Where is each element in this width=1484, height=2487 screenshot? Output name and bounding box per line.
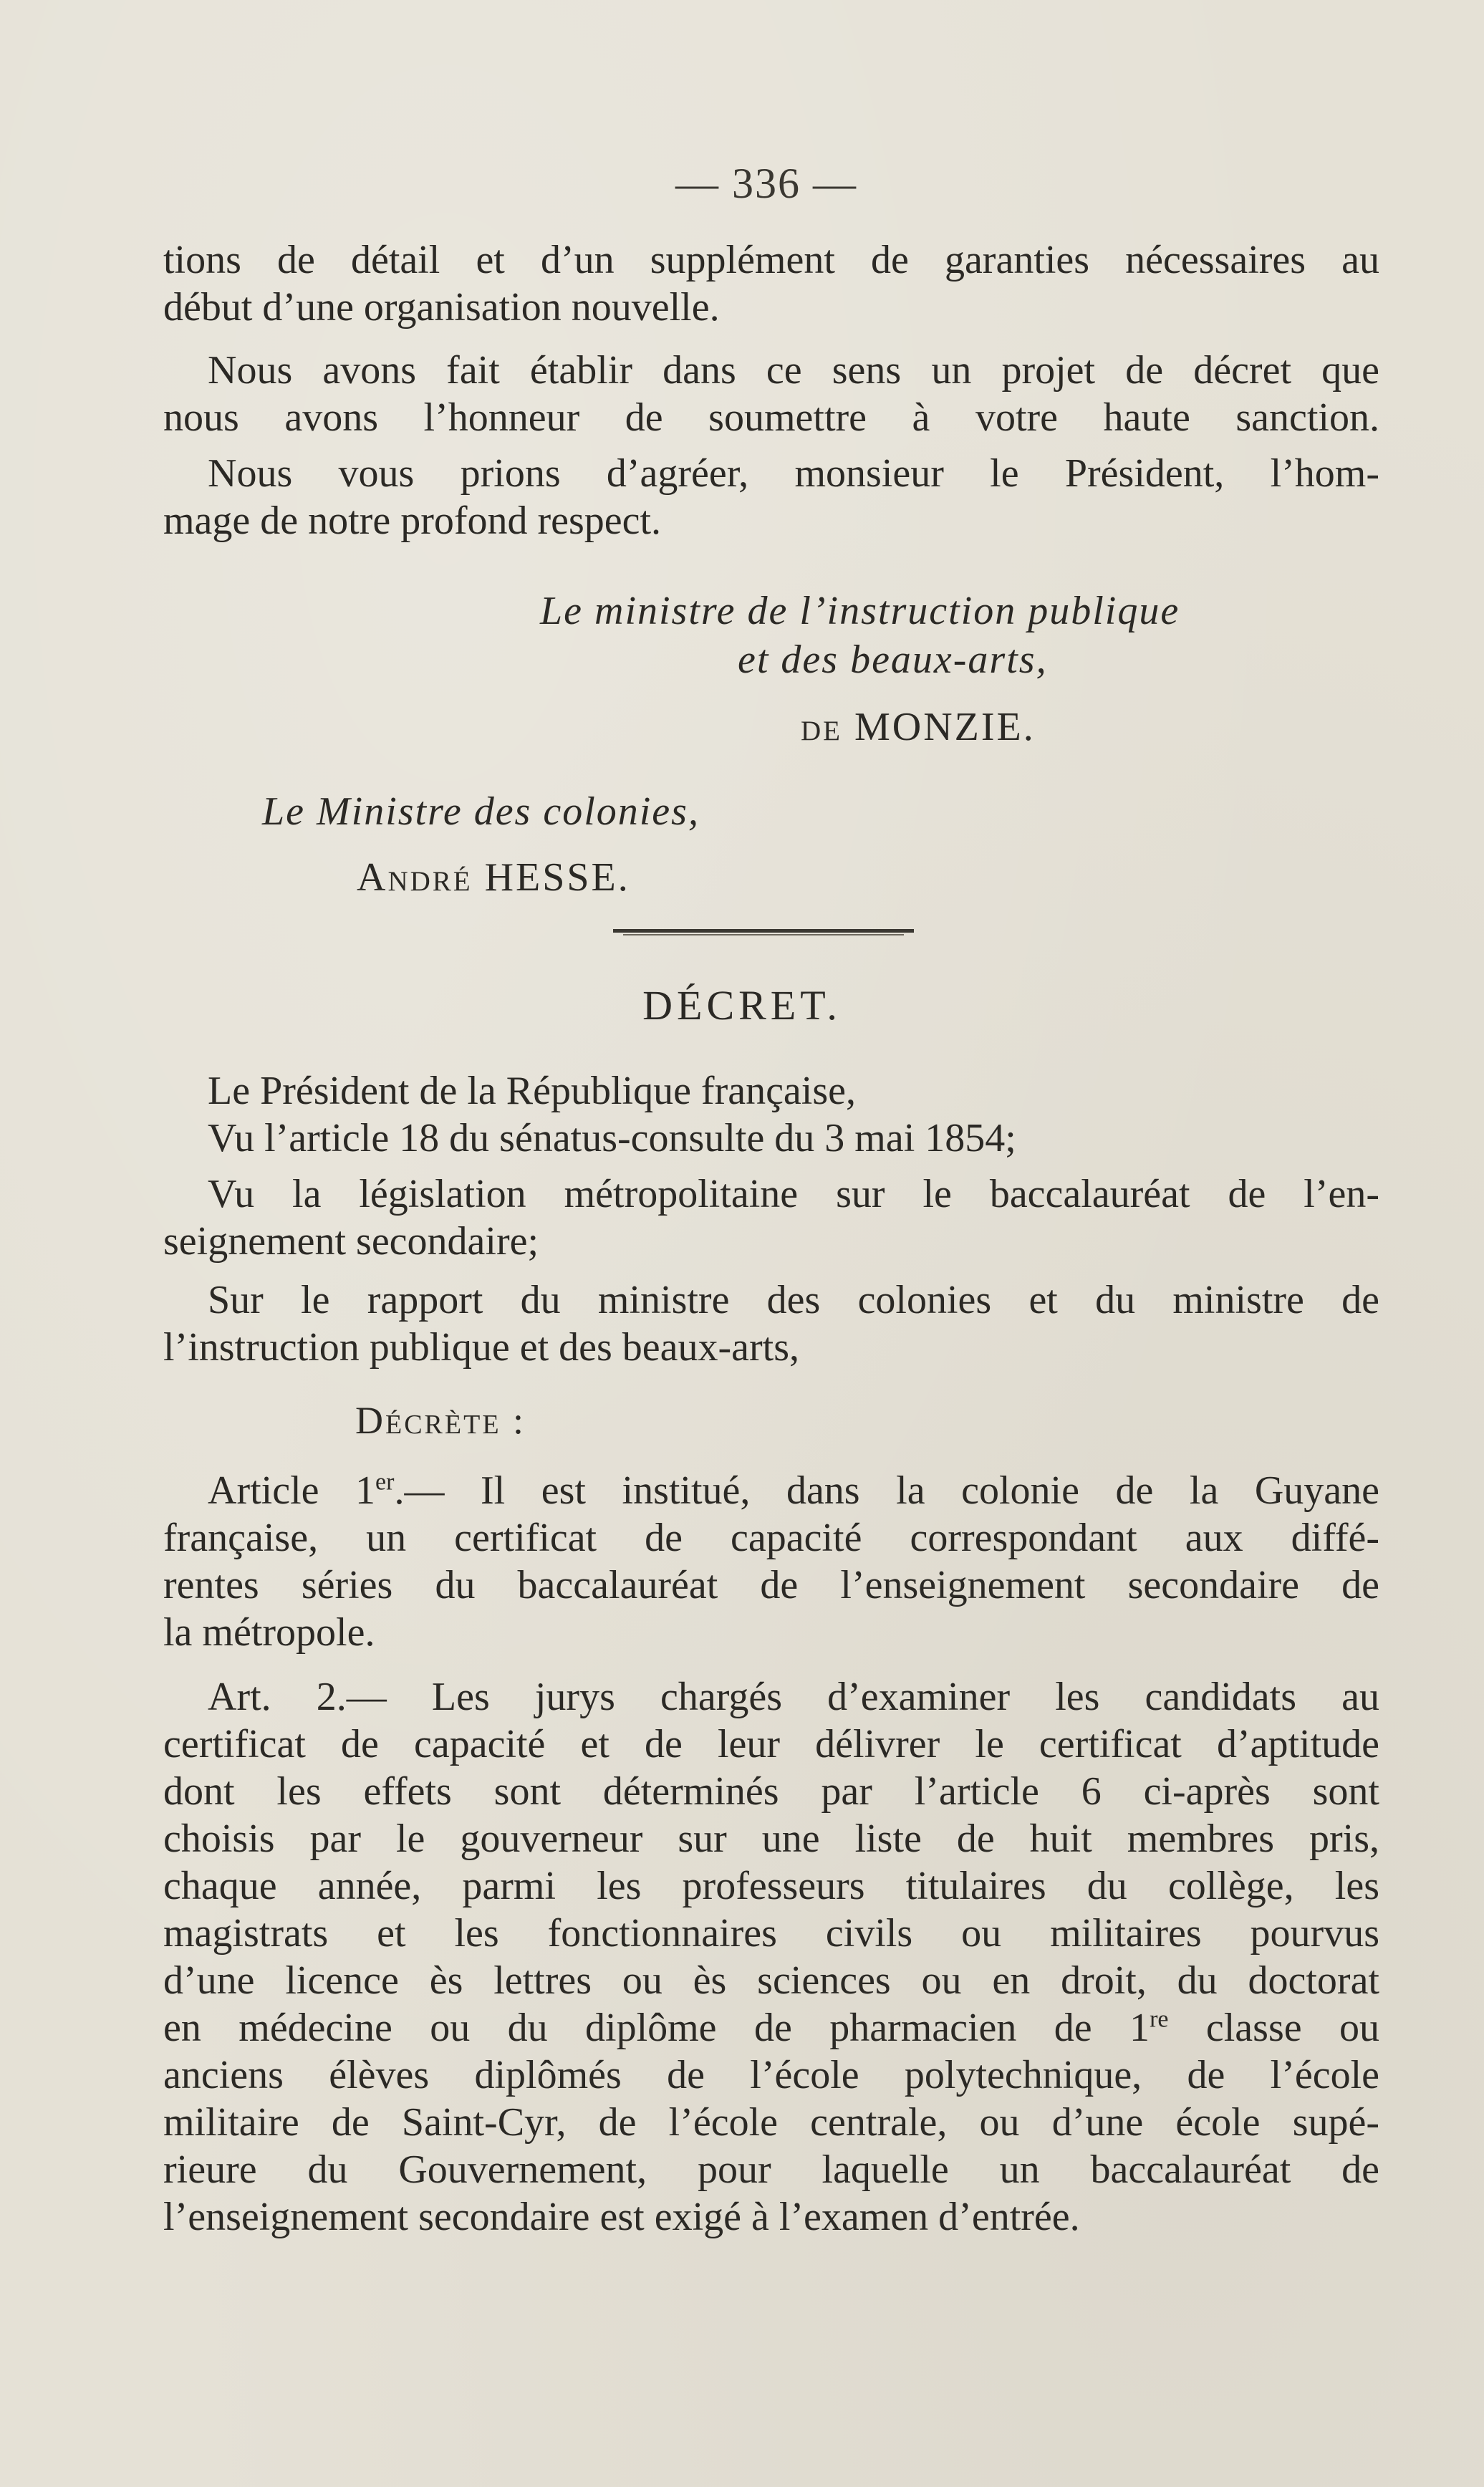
decree-heading: DÉCRET. (642, 982, 842, 1029)
ordinal-suffix: er (375, 1468, 395, 1496)
text-line: Le Président de la République française, (208, 1069, 856, 1113)
signature-colonies-title: Le Ministre des colonies, (262, 789, 700, 834)
text-line: anciens élèves diplômés de l’école polytechnique, de l’école (163, 2053, 1379, 2097)
text-line: chaque année, parmi les professeurs titulaires du collège, les (163, 1864, 1379, 1908)
text-line: magistrats et les fonctionnaires civils ou militaires pourvus (163, 1911, 1379, 1956)
text-line (163, 1467, 1379, 1514)
ordinal-suffix: re (1150, 2006, 1169, 2033)
section-divider (613, 929, 914, 933)
page-number: — 336 — (675, 160, 857, 207)
text-line: tions de détail et d’un supplément de garanties nécessaires au (163, 238, 1379, 282)
text-line: l’instruction publique et des beaux-arts, (163, 1325, 799, 1370)
decree-preamble-2 (163, 1115, 1379, 1162)
decree-preamble-3 (163, 1170, 1379, 1265)
article-2 (163, 1673, 1379, 2241)
text-line: Nous avons fait établir dans ce sens un projet de décret que (208, 348, 1379, 393)
text-segment: en médecine ou du diplôme de pharmacien de 1 (163, 2006, 1150, 2050)
text-line: Vu l’article 18 du sénatus-consulte du 3 mai 1854; (208, 1116, 1016, 1160)
decree-preamble-1 (163, 1067, 1379, 1115)
text-line: début d’une organisation nouvelle. (163, 285, 720, 329)
intro-paragraph-1 (163, 236, 1379, 331)
decrete-label: Décrète : (355, 1399, 526, 1442)
signature-instruction-title-line2: et des beaux-arts, (738, 638, 1048, 682)
text-line: mage de notre profond respect. (163, 499, 662, 543)
decree-preamble-4 (163, 1276, 1379, 1371)
text-line: nous avons l’honneur de soumettre à votre haute sanction. (163, 395, 1379, 440)
text-segment: classe ou (1168, 2006, 1380, 2050)
text-line: la métropole. (163, 1610, 375, 1655)
text-line: rentes séries du baccalauréat de l’enseignement secondaire de (163, 1563, 1379, 1607)
article-1-label: Article 1 (208, 1468, 376, 1513)
article-1 (163, 1467, 1379, 1656)
section-divider-underline (623, 934, 904, 935)
text-line: française, un certificat de capacité correspondant aux diffé- (163, 1516, 1379, 1560)
text-line: Sur le rapport du ministre des colonies et du ministre de (208, 1278, 1379, 1322)
text-line: l’enseignement secondaire est exigé à l’examen d’entrée. (163, 2195, 1080, 2239)
text-line: certificat de capacité et de leur délivrer le certificat d’aptitude (163, 1722, 1379, 1766)
signature-colonies-name: André HESSE. (357, 855, 630, 900)
text-line: Nous vous prions d’agréer, monsieur le Président, l’hom- (208, 451, 1379, 496)
signature-instruction-title-line1: Le ministre de l’instruction publique (540, 589, 1180, 633)
text-line: dont les effets sont déterminés par l’article 6 ci-après sont (163, 1769, 1379, 1814)
text-line (163, 2004, 1379, 2051)
article-1-text: .— Il est institué, dans la colonie de la Guyane (394, 1468, 1379, 1513)
text-line: militaire de Saint-Cyr, de l’école centrale, ou d’une école supé- (163, 2100, 1379, 2145)
text-line: seignement secondaire; (163, 1219, 539, 1264)
text-line: rieure du Gouvernement, pour laquelle un baccalauréat de (163, 2147, 1379, 2192)
text-line: choisis par le gouverneur sur une liste de huit membres pris, (163, 1817, 1379, 1861)
text-line: Vu la législation métropolitaine sur le baccalauréat de l’en- (208, 1172, 1379, 1216)
intro-paragraph-3 (163, 450, 1379, 544)
signature-instruction-name: de MONZIE. (801, 705, 1036, 749)
intro-paragraph-2 (163, 347, 1379, 441)
text-line: Art. 2.— Les jurys chargés d’examiner les candidats au (208, 1675, 1379, 1719)
text-line: d’une licence ès lettres ou ès sciences ou en droit, du doctorat (163, 1958, 1379, 2003)
